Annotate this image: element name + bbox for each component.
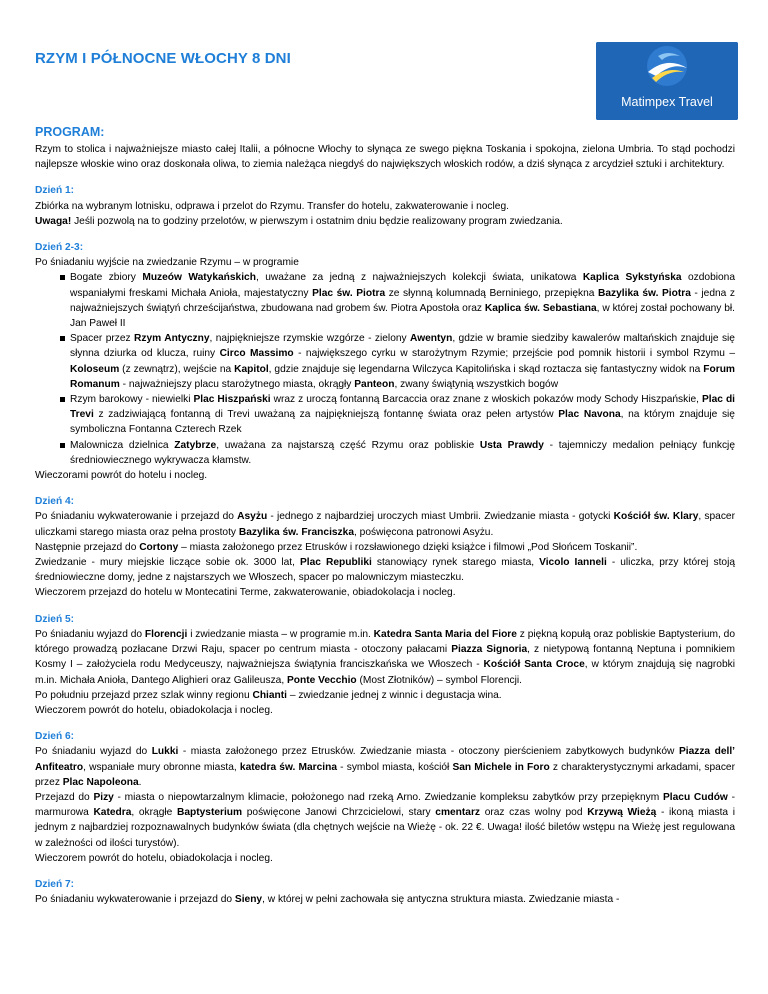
note-text: Jeśli pozwolą na to godziny przelotów, w pierwszym i ostatnim dniu będzie realizowany program zwiedzania. (74, 215, 563, 227)
highlighted-place: Sieny (234, 894, 263, 906)
highlighted-place: Ponte Vecchio (287, 674, 357, 686)
text-segment: – zwiedzanie jednej z winnic i degustacja wina. (287, 689, 502, 701)
text-segment: wraz z uroczą fontanną Barcaccia oraz znane z włoskich pokazów mody Schody Hiszpańskie, (270, 394, 702, 406)
text-segment: Następnie przejazd do (35, 541, 140, 553)
day-2-3-list (35, 270, 735, 468)
intro-paragraph: Rzym to stolica i najważniejsze miasto całej Italii, a północne Włochy to słynąca ze swego piękna Toskania i spokojna, zielona Umbria. To stąd pochodzi najlepsze włoskie wino oraz doskonała oliwa, to ziemia należąca niegdyś do największych włoskich rodów, a dziś słynąca z arcydzieł sztuki i architektury. (35, 144, 735, 171)
highlighted-place: Bazylika św. Franciszka (238, 526, 354, 538)
highlighted-place: Kaplica Sykstyńska (582, 272, 682, 284)
day-1-label: Dzień 1: (35, 185, 75, 197)
text-segment: Po śniadaniu wykwaterowanie i przejazd do (35, 511, 238, 523)
program-heading: PROGRAM: (35, 125, 105, 139)
day-1-note (35, 214, 735, 229)
text-segment: ozdobiona wspaniałymi freskami Michała Anioła, majestatyczny (70, 272, 736, 299)
highlighted-place: Zatybrze (174, 439, 217, 451)
text-segment: - najważniejszy placu starożytnego miasta, okrągły (119, 378, 355, 390)
highlighted-place: Pizy (93, 791, 114, 803)
text-segment: - największego cyrku w starożytnym Rzymie; przejście pod pomnik historii i symbol Rzymu – (293, 348, 736, 360)
text-segment: . (138, 776, 142, 788)
text-segment: Malownicza dzielnica (70, 439, 175, 451)
text-segment: - tajemniczy medalion pełniący funkcję średniowiecznego wykrywacza kłamstw. (70, 439, 735, 466)
text-segment: , z nietypową fontanną Neptuna i pomnikiem Kosmy I – założyciela rodu Medyceuszy, najważniejsza świątynia franciszkańska we Włoszech - (35, 644, 735, 671)
highlighted-place: Kościół Santa Croce (483, 659, 585, 671)
text-segment: - symbol miasta, kościół (337, 761, 453, 773)
day-4-paragraph (35, 555, 735, 585)
text-segment: z charakterystycznymi arkadami, spacer przez (35, 761, 735, 788)
highlighted-place: Rzym Antyczny (134, 333, 210, 345)
highlighted-place: Placu Cudów (663, 791, 728, 803)
text-segment: - jednego z najbardziej uroczych miast Umbrii. Zwiedzanie miasta - gotycki (267, 511, 614, 523)
text-segment: Bogate zbiory (70, 272, 143, 284)
highlighted-place: Plac Navona (558, 409, 621, 421)
text-segment: , gdzie w bramie siedziby kawalerów maltańskich znajduje się słynna dziurka od klucza, ruiny (70, 333, 735, 360)
day-7-label: Dzień 7: (35, 878, 75, 890)
text-segment: - ikoną miasta i jednym z najbardziej rozpoznawalnych budynków świata (dla chętnych wejście na Wieżę - ok. 22 €. Uwaga! ilość biletów wstępu na Wieżę jest regulowana w zależności od ilości turystów). (35, 807, 736, 849)
list-item (35, 438, 735, 468)
day-2-3-intro: Po śniadaniu wyjście na zwiedzanie Rzymu – w programie (35, 257, 299, 269)
day-5-paragraph: Wieczorem powrót do hotelu, obiadokolacja i nocleg. (35, 704, 273, 716)
day-2-3-outro: Wieczorami powrót do hotelu i nocleg. (35, 470, 208, 482)
text-segment: , w której został pochowany bł. Jan Paweł II (70, 302, 735, 330)
text-segment: – miasta założonego przez Etrusków i rozsławionego dzięki książce i filmowi „Pod Słońcem Toskanii”. (178, 541, 638, 553)
highlighted-place: Piazza dell’ Anfiteatro (35, 746, 735, 773)
day-4-label: Dzień 4: (35, 496, 75, 508)
text-segment: - miasta założonego przez Etrusków. Zwiedzanie miasta - otoczony pierścieniem zabytkowych budynków (178, 746, 679, 758)
matimpex-logo (596, 42, 738, 120)
text-segment: , uważane za jedną z najważniejszych kolekcji świata, unikatowa (255, 272, 583, 284)
text-segment: - uliczka, przy której stoją średniowieczne domy, jedne z najstarszych we Włoszech, spacer po malowniczym miasteczku. (35, 557, 735, 584)
highlighted-place: Cortony (139, 541, 179, 553)
text-segment: ze słynną kolumnadą Berniniego, przepiękna (385, 287, 599, 299)
day-7-paragraph (35, 892, 735, 907)
note-label: Uwaga! (35, 215, 72, 227)
highlighted-place: Chianti (252, 689, 287, 701)
highlighted-place: Forum Romanum (70, 363, 735, 390)
day-6-paragraph: Wieczorem powrót do hotelu, obiadokolacja i nocleg. (35, 852, 273, 864)
highlighted-place: San Michele in Foro (452, 761, 550, 773)
highlighted-place: Katedra (93, 807, 132, 819)
highlighted-place: Plac Hiszpański (193, 394, 271, 406)
program-content (35, 124, 735, 907)
highlighted-place: Vicolo Ianneli (539, 557, 607, 569)
highlighted-place: Plac Republiki (299, 557, 372, 569)
day-5-paragraph (35, 688, 735, 703)
highlighted-place: Awentyn (410, 333, 453, 345)
text-segment: (z zewnątrz), wejście na (119, 363, 235, 375)
text-segment: Spacer przez (70, 333, 135, 345)
text-segment: Zwiedzanie - mury miejskie liczące sobie ok. 3000 lat, (35, 557, 300, 569)
highlighted-place: Lukki (151, 746, 179, 758)
text-segment: , w której w pełni zachowała się antyczna struktura miasta. Zwiedzanie miasta - (262, 894, 620, 906)
text-segment: z zadziwiającą fontanną di Trevi uważaną za najpiękniejszą fontannę świata oraz pełen artystów (93, 409, 559, 421)
highlighted-place: cmentarz (435, 807, 481, 819)
day-6-paragraph (35, 790, 735, 851)
highlighted-place: katedra św. Marcina (239, 761, 338, 773)
day-4-paragraph (35, 540, 735, 555)
highlighted-place: Kaplica św. Sebastiana (484, 302, 597, 314)
text-segment: poświęcone Janowi Chrzcicielowi, stary (242, 807, 436, 819)
text-segment: Przejazd do (35, 791, 94, 803)
text-segment: - miasta o niepowtarzalnym klimacie, położonego nad rzeką Arno. Zwiedzanie kompleksu zabytków przy przepięknym (113, 791, 663, 803)
text-segment: Po śniadaniu wykwaterowanie i przejazd do (35, 894, 235, 906)
day-1-text: Zbiórka na wybranym lotnisku, odprawa i przelot do Rzymu. Transfer do hotelu, zakwaterowanie i nocleg. (35, 200, 509, 212)
day-4-paragraph: Wieczorem przejazd do hotelu w Montecatini Terme, zakwaterowanie, obiadokolacja i nocleg. (35, 587, 456, 599)
text-segment: z piękną kopułą oraz pobliskie Baptysterium, do którego prowadzą pozłacane Drzwi Raju, spacer po centrum miasta - otoczony pałacami (35, 628, 735, 656)
text-segment: , okrągłe (131, 807, 177, 819)
highlighted-place: Panteon (354, 378, 395, 390)
list-item (35, 331, 735, 392)
highlighted-place: Kapitol (234, 363, 269, 375)
highlighted-place: Plac Napoleona (62, 776, 139, 788)
text-segment: i zwiedzanie miasta – w programie m.in. (187, 628, 374, 640)
highlighted-place: Koloseum (70, 363, 120, 375)
text-segment: Rzym barokowy - niewielki (70, 394, 194, 406)
text-segment: (Most Złotników) – symbol Florencji. (356, 674, 522, 686)
day-5-paragraph (35, 627, 735, 688)
highlighted-place: Katedra Santa Maria del Fiore (373, 628, 517, 640)
text-segment: , gdzie znajduje się legendarna Wilczyca Kapitolińska i skąd roztacza się fantastyczny widok na (268, 363, 704, 375)
highlighted-place: Baptysterium (176, 807, 243, 819)
text-segment: - marmurowa (35, 791, 735, 819)
text-segment: , poświęcona patronowi Asyżu. (354, 526, 494, 538)
logo-text: Matimpex Travel (621, 95, 713, 109)
text-segment: , wspaniałe mury obronne miasta, (83, 761, 240, 773)
text-segment: oraz czas wolny pod (480, 807, 588, 819)
text-segment: Po południu przejazd przez szlak winny regionu (35, 689, 253, 701)
text-segment: Po śniadaniu wyjazd do (35, 628, 145, 640)
list-item (35, 392, 735, 438)
highlighted-place: Bazylika św. Piotra (598, 287, 691, 299)
highlighted-place: Circo Massimo (219, 348, 294, 360)
day-6-label: Dzień 6: (35, 731, 75, 743)
text-segment: - jedna z najważniejszych świątyń chrześcijaństwa, zbudowana nad grobem św. Piotra Apostoła oraz (70, 287, 736, 314)
highlighted-place: Muzeów Watykańskich (142, 272, 256, 284)
day-6-paragraph (35, 744, 735, 790)
text-segment: , spacer uliczkami starego miasta oraz pełna prostoty (35, 511, 735, 538)
highlighted-place: Plac di Trevi (70, 394, 735, 421)
highlighted-place: Kościół św. Klary (613, 511, 699, 523)
text-segment: , uważana za najstarszą część Rzymu oraz pobliskie (216, 439, 480, 451)
highlighted-place: Piazza Signoria (451, 644, 528, 656)
day-2-3-label: Dzień 2-3: (35, 242, 84, 254)
highlighted-place: Usta Prawdy (479, 439, 544, 451)
text-segment: , na którym znajduje się symboliczna Fontanna Czterech Rzek (70, 409, 735, 436)
text-segment: Po śniadaniu wyjazd do (35, 746, 152, 758)
text-segment: , najpiękniejsze rzymskie wzgórze - zielony (209, 333, 411, 345)
list-item (35, 270, 735, 331)
highlighted-place: Asyżu (237, 511, 268, 523)
text-segment: , zwany świątynią wszystkich bogów (394, 378, 559, 390)
day-4-paragraph (35, 509, 735, 539)
text-segment: , w którym znajdują się nagrobki m.in. Michała Anioła, Dantego Alighieri oraz Galileusza, (35, 659, 735, 686)
day-5-label: Dzień 5: (35, 613, 75, 625)
highlighted-place: Krzywą Wieżą (587, 807, 657, 819)
document-title: RZYM I PÓŁNOCNE WŁOCHY 8 DNI (35, 50, 291, 67)
highlighted-place: Plac św. Piotra (312, 287, 386, 299)
text-segment: stanowiący rynek starego miasta, (371, 557, 540, 569)
highlighted-place: Florencji (144, 628, 188, 640)
